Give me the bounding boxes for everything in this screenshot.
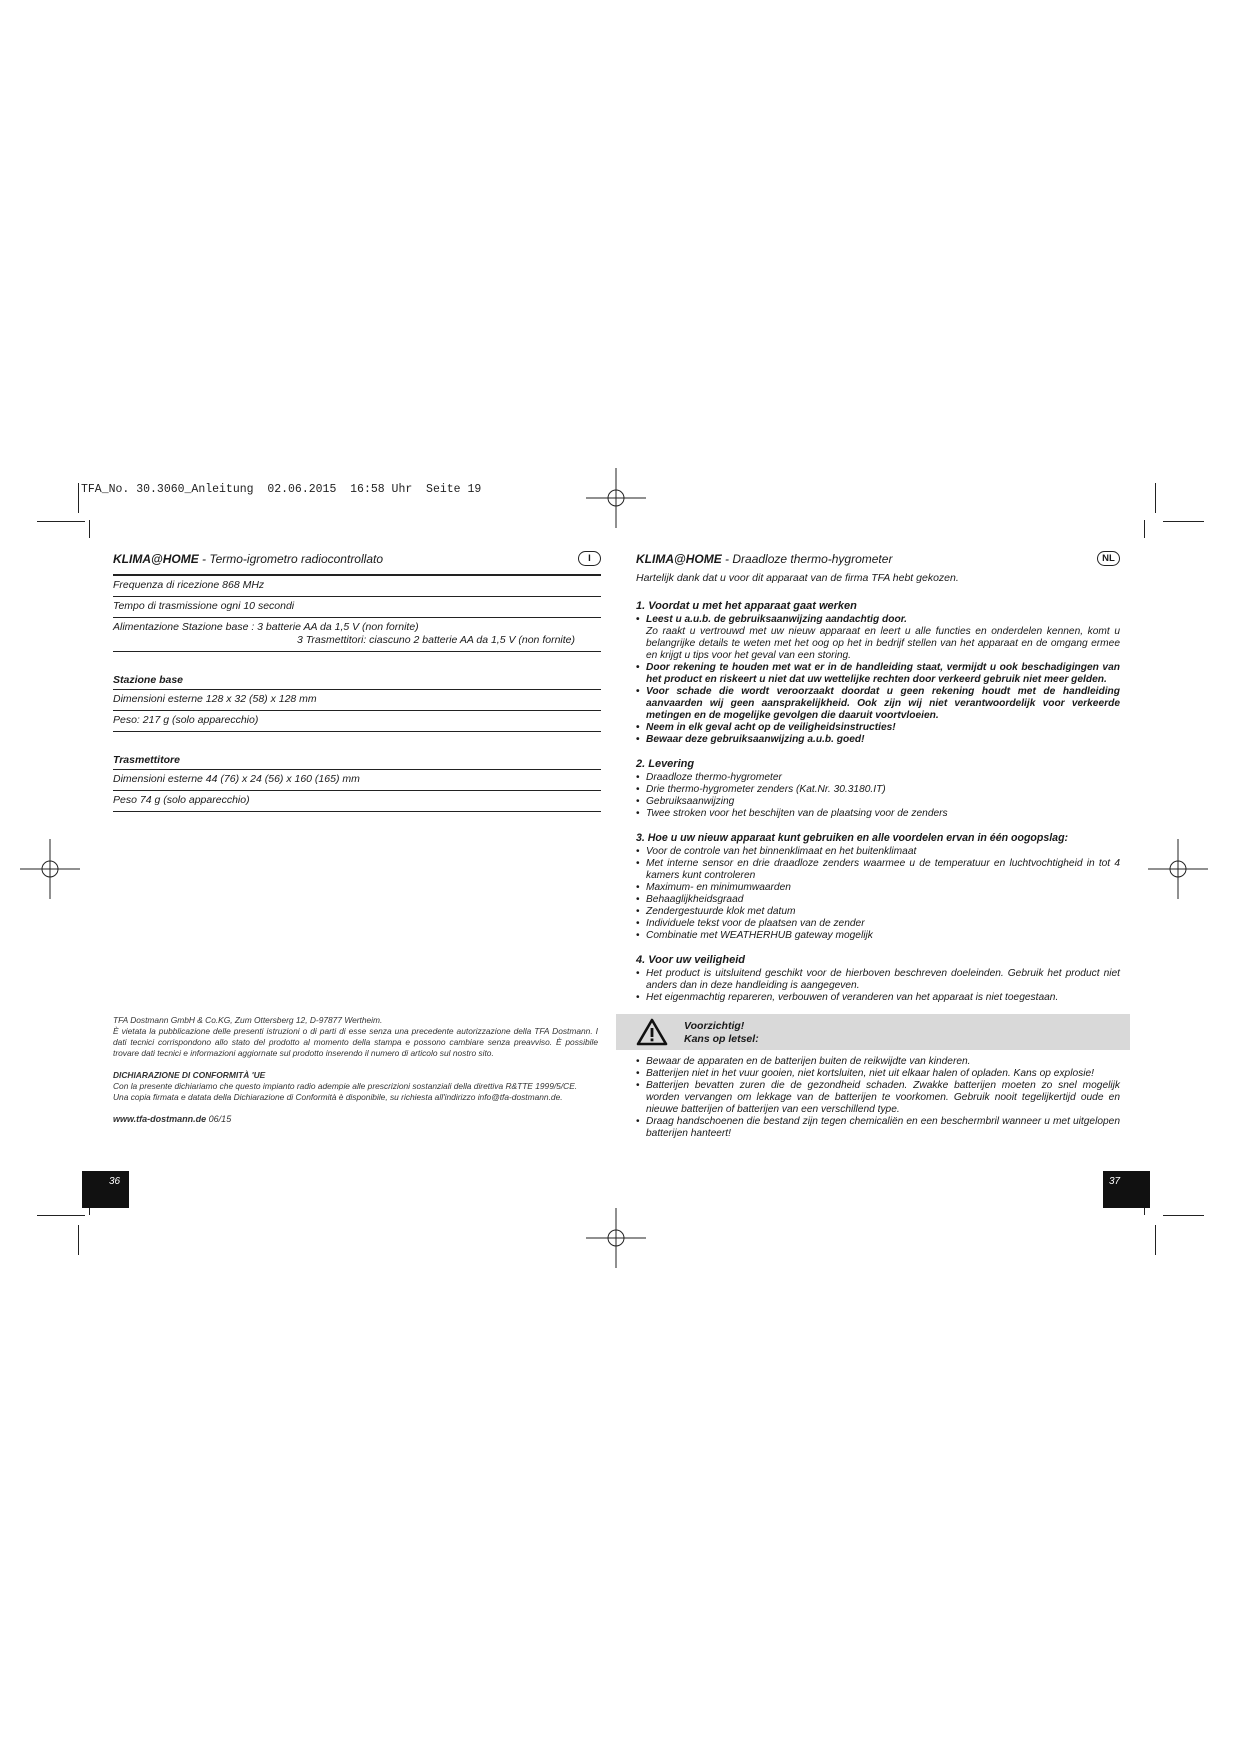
crop-mark [1144,520,1145,538]
registration-mark [1148,839,1208,899]
section-heading: 2. Levering [636,758,695,770]
crop-mark [37,521,85,522]
crop-mark [78,483,79,513]
crop-mark [78,1225,79,1255]
right-title-text: - Draadloze thermo-hygrometer [721,552,893,566]
list-item: • Het eigenmachtig repareren, verbouwen of veranderen van het apparaat is niet toegestaan. [636,992,1120,1004]
edition-date: 06/15 [206,1114,232,1124]
declaration-title: DICHIARAZIONE DI CONFORMITÀ 'UE [113,1070,266,1080]
section-1-list [636,614,1120,746]
registration-mark [586,1208,646,1268]
company-address: TFA Dostmann GmbH & Co.KG, Zum Ottersberg 12, D-97877 Wertheim. [113,1015,383,1025]
spec-row-power [113,618,601,652]
list-item: • Combinatie met WEATHERHUB gateway mogelijk [636,930,1120,942]
legal-notice: È vietata la pubblicazione delle presenti istruzioni o di parti di esse senza una precedente autorizzazione della TFA Dostmann. I dati tecnici corrispondono allo stato del prodotto al momento della stampa e possono cambiare senza preavviso. È possibile trovare dati tecnici e informazioni aggiornate sul prodotto inserendo il numero di articolo sul nostro sito. [113,1026,598,1058]
list-item-detail: Zo raakt u vertrouwd met uw nieuw apparaat en leert u alle functies en onderdelen kennen, komt u belangrijke details te weten met het oog op het in bedrijf stellen van het apparaat en de omgang ermee en krijgt u tips voor het geval van een storing. [646,626,1120,661]
list-item: • Voor schade die wordt veroorzaakt doordat u geen rekening houdt met de handleiding aanvaarden wij geen aansprakelijkheid. Ook zijn wij niet verantwoordelijk voor verkeerde metingen en de mogelijke gevolgen die daaruit voortvloeien. [636,686,1120,722]
declaration-copy: Una copia firmata e datata della Dichiarazione di Conformità è disponibile, su richiesta all'indirizzo info@tfa-dostmann.de. [113,1092,563,1102]
right-title-brand: KLIMA@HOME [636,552,722,566]
left-footnote [113,1015,598,1125]
left-title-text: - Termo-igrometro radiocontrollato [198,552,383,566]
warning-triangle-icon [636,1018,668,1046]
crop-mark [37,1215,85,1216]
section-heading: 4. Voor uw veiligheid [636,954,746,966]
list-item: • Individuele tekst voor de plaatsen van de zender [636,918,1120,930]
list-item: • Neem in elk geval acht op de veiligheidsinstructies! [636,722,1120,734]
crop-mark [1163,521,1204,522]
registration-mark [20,839,80,899]
list-item: • Door rekening te houden met wat er in de handleiding staat, vermijdt u ook beschadigingen van het product en riskeert u niet dat uw wettelijke rechten door verkeerd gebruik niet meer gelden. [636,662,1120,686]
list-item: • Leest u a.u.b. de gebruiksaanwijzing aandachtig door. Zo raakt u vertrouwd met uw nieuw apparaat en leert u alle functies en onderdelen kennen, komt u belangrijke details te weten met het oog op het in bedrijf stellen van het apparaat en de omgang ermee en krijgt u tips voor het geval van een storing. [636,614,1120,662]
spec-row: Dimensioni esterne 128 x 32 (58) x 128 mm [113,690,601,711]
lang-badge-italian: I [578,551,601,566]
website-link[interactable]: www.tfa-dostmann.de [113,1114,207,1124]
declaration-text: Con la presente dichiariamo che questo impianto radio adempie alle prescrizioni sostanziali della direttiva R&TTE 1999/5/CE. [113,1081,578,1091]
page-number-left: 36 [82,1171,129,1208]
list-item: • Draadloze thermo-hygrometer [636,772,1120,784]
spec-row: Tempo di trasmissione ogni 10 secondi [113,597,601,618]
spec-row: Peso: 217 g (solo apparecchio) [113,711,601,732]
crop-mark [1155,483,1156,513]
transmitter-heading: Trasmettitore [113,754,601,770]
list-item: • Voor de controle van het binnenklimaat en het buitenklimaat [636,846,1120,858]
left-page [113,552,601,812]
registration-mark [586,468,646,528]
left-title-brand: KLIMA@HOME [113,552,199,566]
list-item: • Behaaglijkheidsgraad [636,894,1120,906]
spec-row: Dimensioni esterne 44 (76) x 24 (56) x 160 (165) mm [113,770,601,791]
left-title [113,552,601,570]
list-item: • Zendergestuurde klok met datum [636,906,1120,918]
print-slug: TFA_No. 30.3060_Anleitung 02.06.2015 16:58 Uhr Seite 19 [81,483,482,496]
section-4-list [636,968,1120,1004]
section-heading: 1. Voordat u met het apparaat gaat werken [636,600,857,612]
crop-mark [89,520,90,538]
power-line-base: Alimentazione Stazione base : 3 batterie AA da 1,5 V (non fornite) [113,621,419,633]
list-item: • Draag handschoenen die bestand zijn tegen chemicaliën en een beschermbril wanneer u met uitgelopen batterijen hanteert! [636,1116,1120,1140]
lang-badge-dutch: NL [1097,551,1120,566]
list-item: • Batterijen bevatten zuren die de gezondheid schaden. Zwakke batterijen moeten zo snel mogelijk worden vervangen om lekkage van de batterijen te voorkomen. Gebruik nooit tegelijkertijd oude en nieuwe batterijen of batterijen van een verschillend type. [636,1080,1120,1116]
list-item: • Het product is uitsluitend geschikt voor de hierboven beschreven doeleinden. Gebruik het product niet anders dan in deze handleiding is aangegeven. [636,968,1120,992]
list-item: • Gebruiksaanwijzing [636,796,1120,808]
spec-row: Peso 74 g (solo apparecchio) [113,791,601,812]
page-number-right: 37 [1103,1171,1150,1208]
base-station-heading: Stazione base [113,674,601,690]
right-title [636,552,1120,570]
section-3-list [636,846,1120,942]
intro-text: Hartelijk dank dat u voor dit apparaat van de firma TFA hebt gekozen. [636,572,959,584]
caution-title: Voorzichtig! [684,1020,745,1032]
caution-list [636,1056,1120,1140]
spec-row: Frequenza di ricezione 868 MHz [113,576,601,597]
list-item: • Bewaar deze gebruiksaanwijzing a.u.b. goed! [636,734,1120,746]
caution-box [616,1014,1130,1050]
section-heading: 3. Hoe u uw nieuw apparaat kunt gebruiken en alle voordelen ervan in één oogopslag: [636,832,1069,844]
list-item: • Batterijen niet in het vuur gooien, niet kortsluiten, niet uit elkaar halen of opladen. Kans op explosie! [636,1068,1120,1080]
power-line-transmitters: 3 Trasmettitori: ciascuno 2 batterie AA da 1,5 V (non fornite) [297,634,575,646]
right-page [636,552,1120,1140]
list-item: • Maximum- en minimumwaarden [636,882,1120,894]
list-item: • Met interne sensor en drie draadloze zenders waarmee u de temperatuur en luchtvochtigheid in tot 4 kamers kunt controleren [636,858,1120,882]
section-2-list [636,772,1120,820]
crop-mark [1155,1225,1156,1255]
list-item: • Bewaar de apparaten en de batterijen buiten de reikwijdte van kinderen. [636,1056,1120,1068]
crop-mark [1163,1215,1204,1216]
list-item: • Twee stroken voor het beschijten van de plaatsing voor de zenders [636,808,1120,820]
list-item: • Drie thermo-hygrometer zenders (Kat.Nr. 30.3180.IT) [636,784,1120,796]
caution-subtitle: Kans op letsel: [684,1033,759,1045]
